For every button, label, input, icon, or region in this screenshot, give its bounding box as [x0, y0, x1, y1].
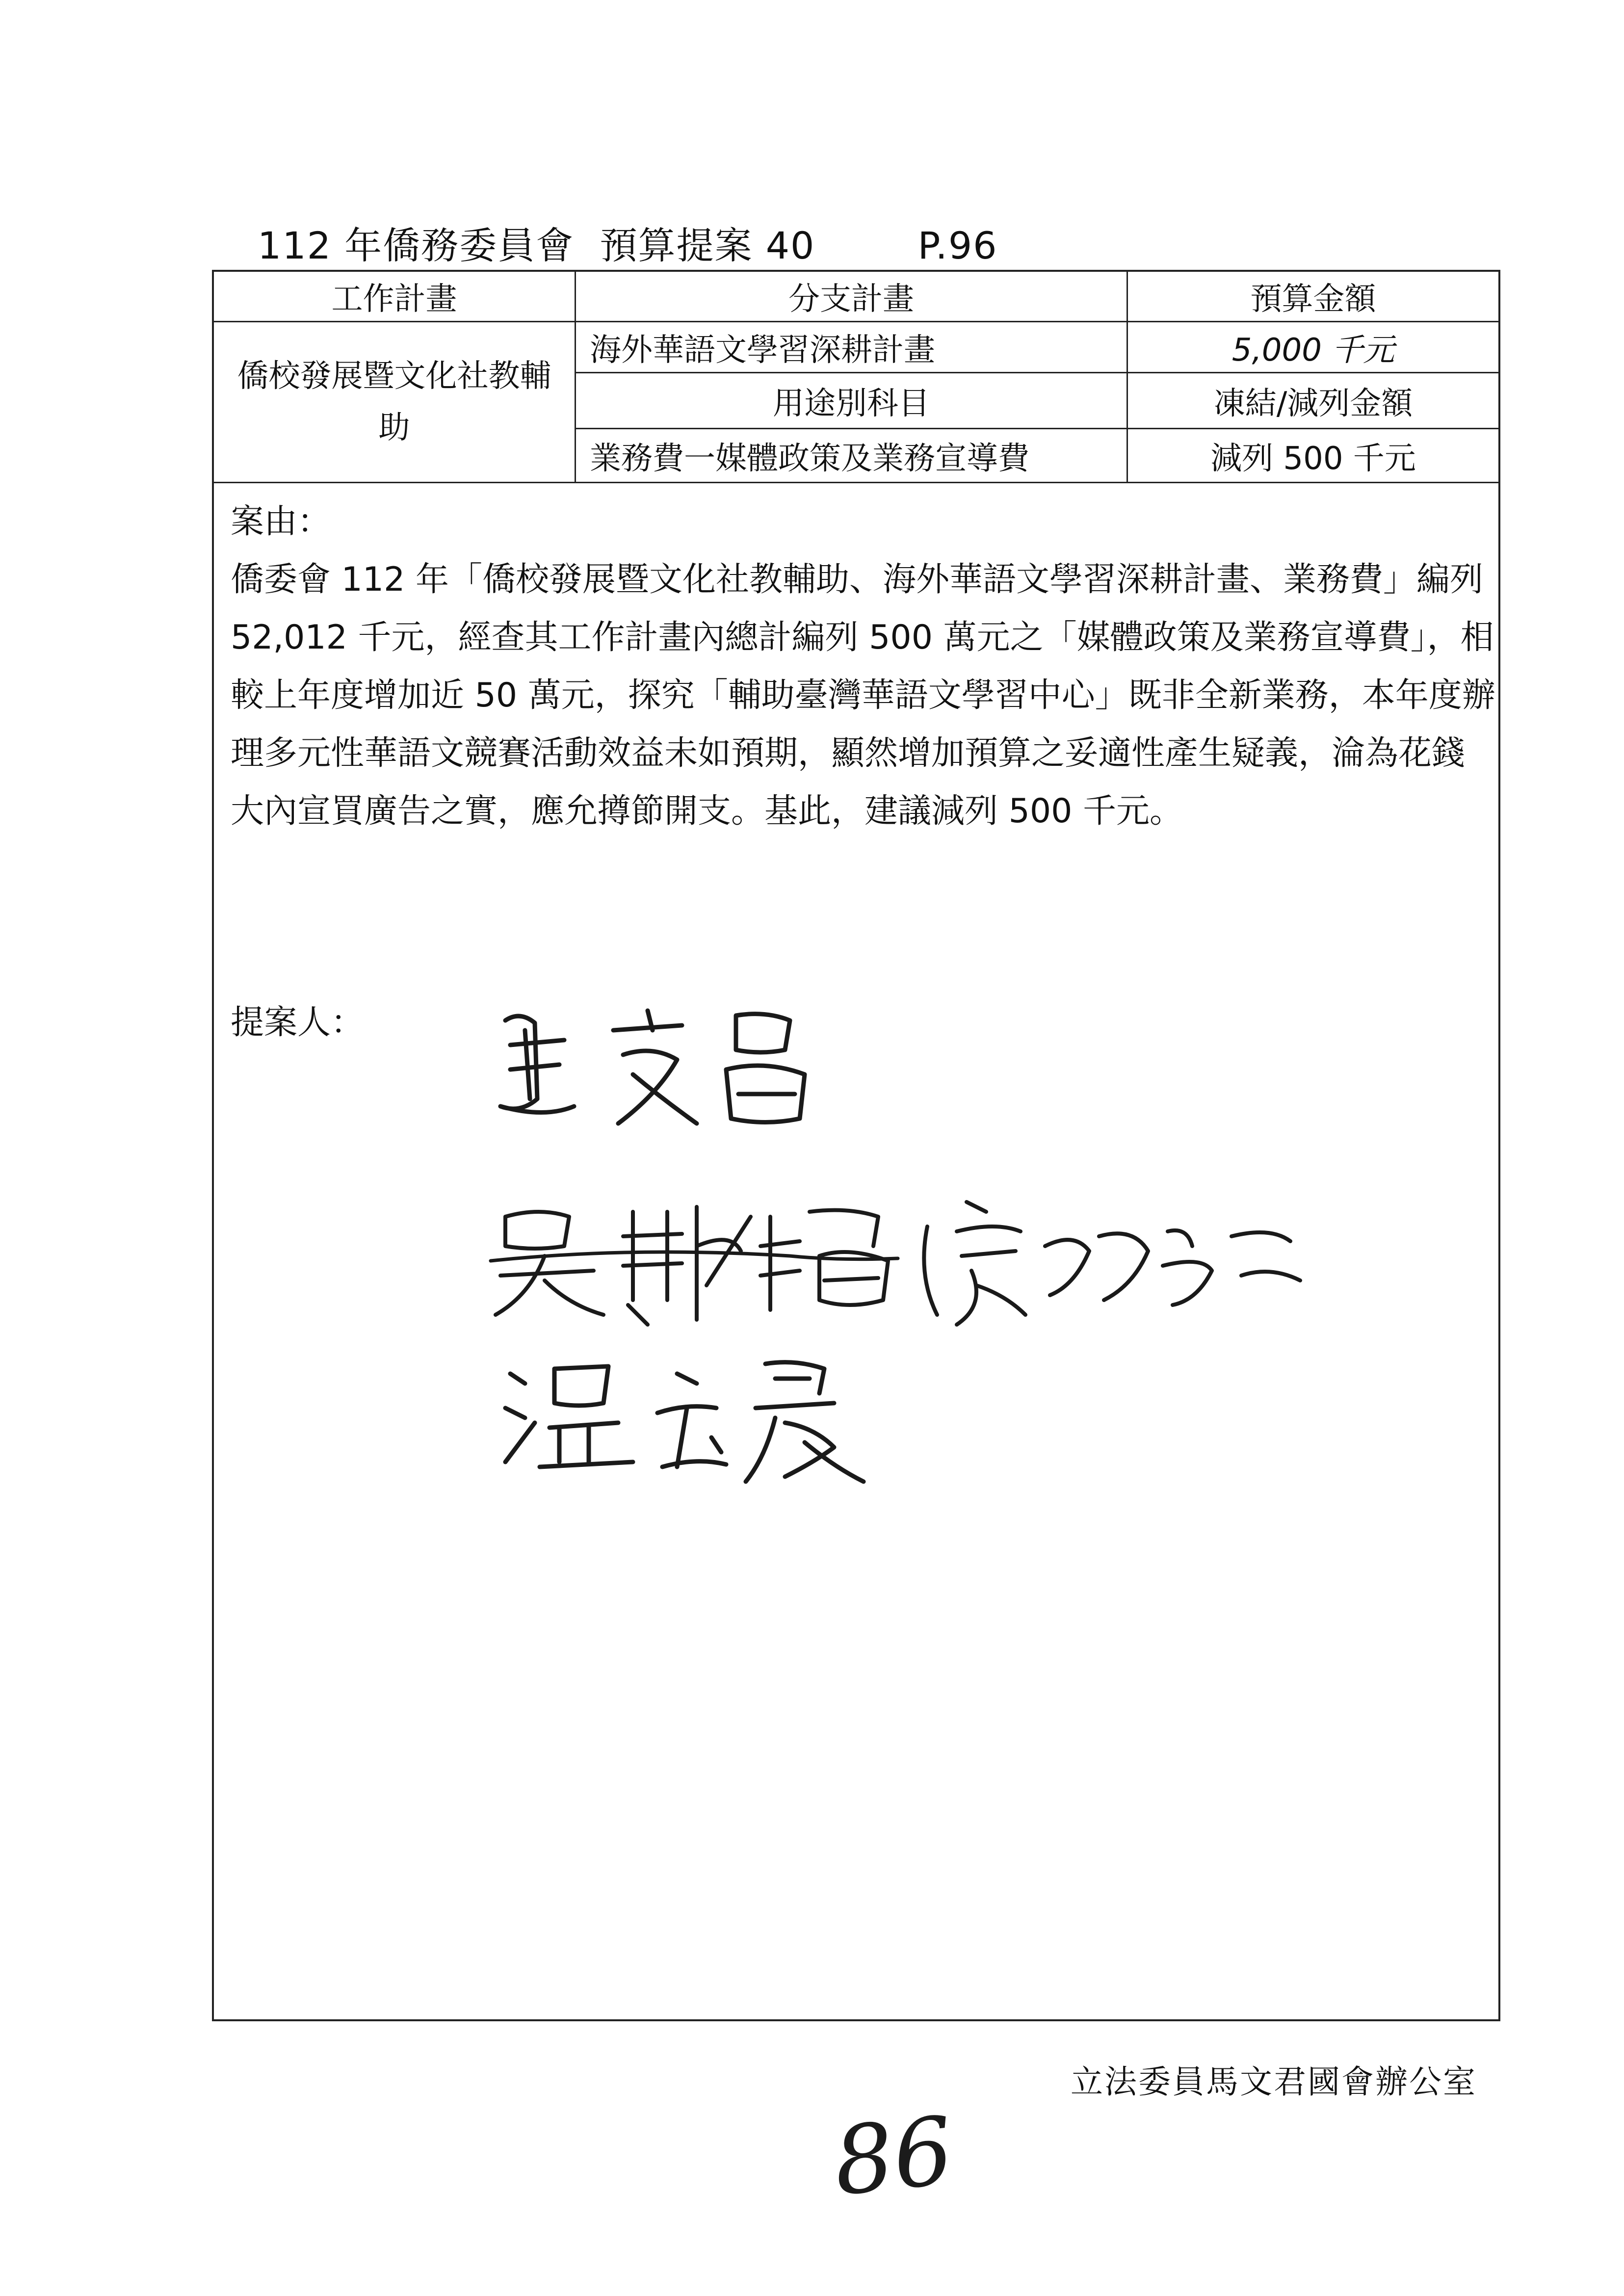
table-rule [214, 482, 1498, 483]
subheader-expense-category: 用途別科目 [773, 385, 930, 422]
header-branch-plan: 分支計畫 [788, 281, 914, 317]
office-name: 立法委員馬文君國會辦公室 [1071, 2063, 1477, 2101]
budget-amount-value: 5,000 千元 [1231, 332, 1395, 368]
header-work-plan: 工作計畫 [331, 281, 457, 317]
page-number: 86 [829, 2096, 958, 2217]
cut-amount-value: 減列 500 千元 [1210, 440, 1416, 477]
work-plan-value: 僑校發展暨文化社教輔助 [237, 358, 551, 446]
signature-3 [491, 1344, 893, 1491]
reason-text: 僑委會 112 年「僑校發展暨文化社教輔助、海外華語文學習深耕計畫、業務費」編列 52,012 千元，經查其工作計畫內總計編列 500 萬元之「媒體政策及業務宣導費」，相較上年度增加近 50 萬元，探究「輔助臺灣華語文學習中心」既非全新業務，本年度辦理多元性華語文競賽活動效益未如預期，顯然增加預算之妥適性產生疑義，淪為花錢大內宣買廣告之實，應允撙節開支。基此，建議減列 500 千元。 [231, 560, 1495, 831]
document-title: 112 年僑務委員會 預算提案 40 P.96 [258, 224, 998, 267]
header-budget-amount: 預算金額 [1250, 281, 1376, 317]
signature-1 [491, 1001, 844, 1148]
reason-section [231, 493, 1496, 840]
signature-2 [486, 1187, 1320, 1334]
subheader-cut-amount: 凍結/減列金額 [1213, 385, 1413, 422]
proposers-label: 提案人： [231, 1003, 365, 1042]
reason-label: 案由： [231, 502, 331, 541]
branch-plan-value: 海外華語文學習深耕計畫 [590, 332, 935, 368]
expense-item-value: 業務費一媒體政策及業務宣導費 [590, 440, 1029, 477]
